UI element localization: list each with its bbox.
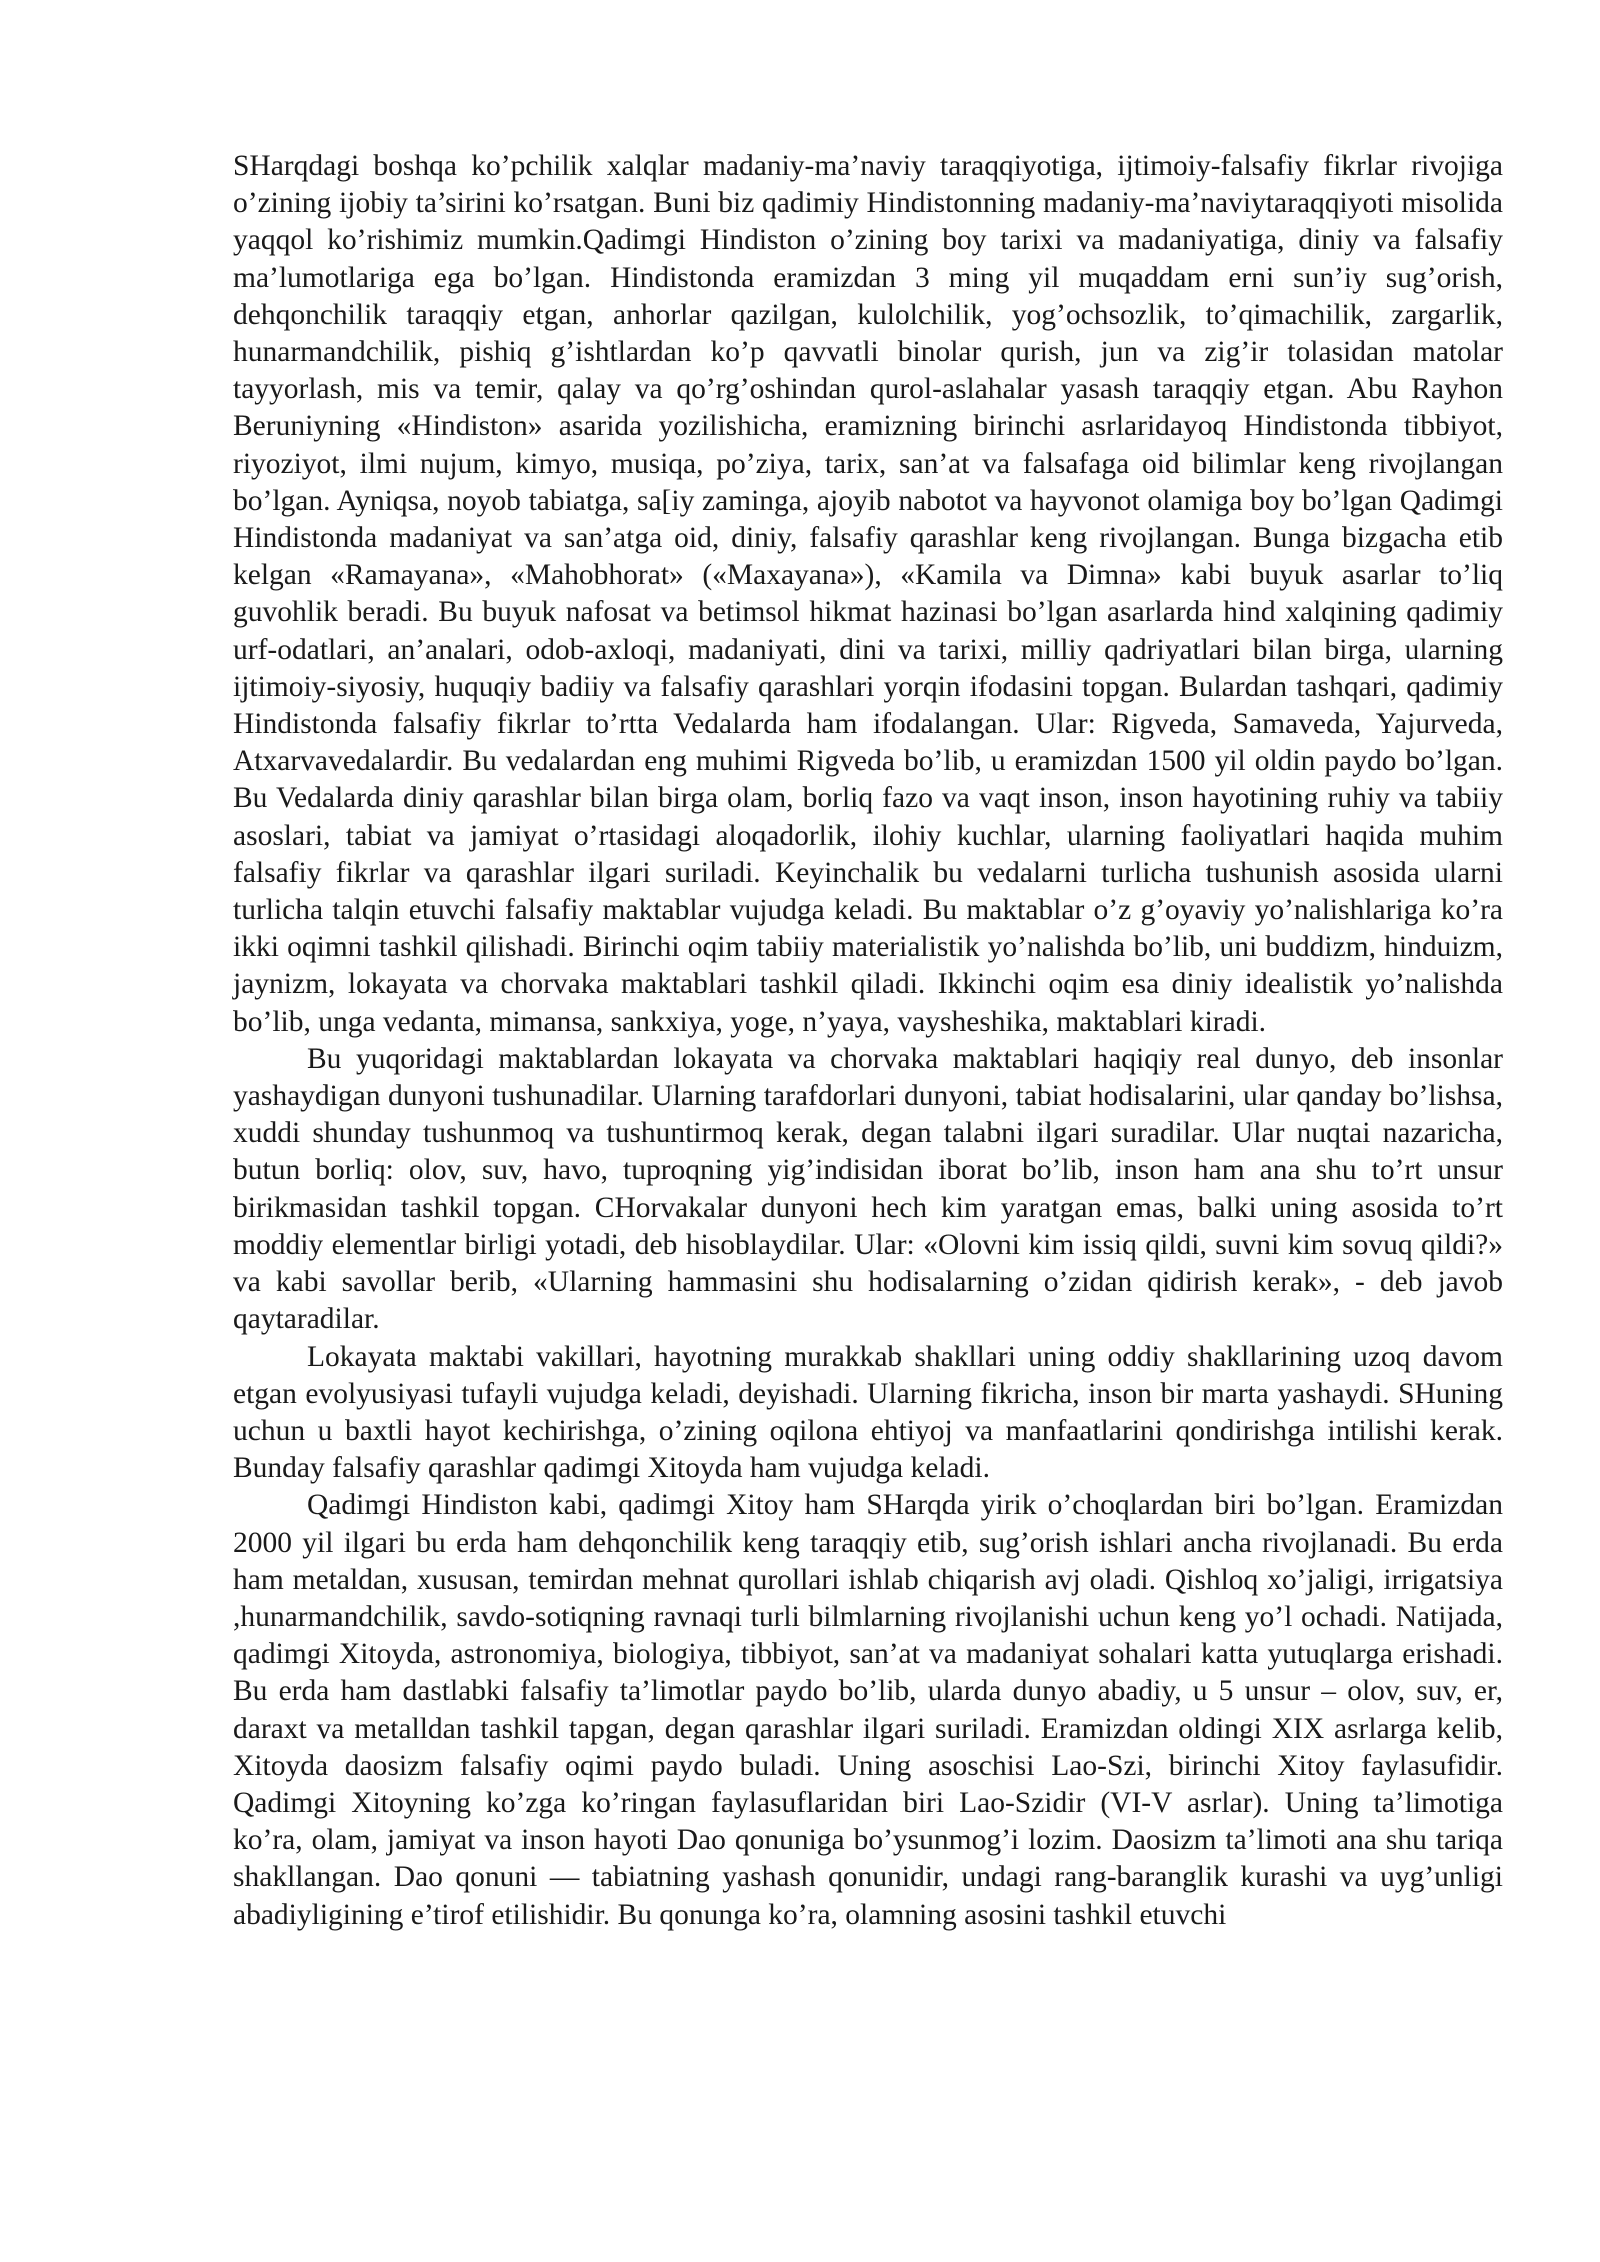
paragraph-2: Bu yuqoridagi maktablardan lokayata va chorvaka maktablari haqiqiy real dunyo, deb insonlar yashaydigan dunyoni tushunadilar. Ularning tarafdorlari dunyoni, tabiat hodisalarini, ular qanday bo’lishsa, xuddi shunday tushunmoq va tushuntirmoq kerak, degan talabni ilgari suradilar. Ular nuqtai nazaricha, butun borliq: olov, suv, havo, tuproqning yig’indisidan iborat bo’lib, inson ham ana shu to’rt unsur birikmasidan tashkil topgan. CHorvakalar dunyoni hech kim yaratgan emas, balki uning asosida to’rt moddiy elementlar birligi yotadi, deb hisoblaydilar. Ular: «Olovni kim issiq qildi, suvni kim sovuq qildi?» va kabi savollar berib, «Ularning hammasini shu hodisalarning o’zidan qidirish kerak», - deb javob qaytaradilar. (233, 1042, 1503, 1336)
paragraph-1: SHarqdagi boshqa ko’pchilik xalqlar madaniy-ma’naviy taraqqiyotiga, ijtimoiy-falsafiy fikrlar rivojiga o’zining ijobiy ta’sirini ko’rsatgan. Buni biz qadimiy Hindistonning madaniy-ma’naviytaraqqiyoti misolida yaqqol ko’rishimiz mumkin.Qadimgi Hindiston o’zining boy tarixi va madaniyatiga, diniy va falsafiy ma’lumotlariga ega bo’lgan. Hindistonda eramizdan 3 ming yil muqaddam erni sun’iy sug’orish, dehqonchilik taraqqiy etgan, anhorlar qazilgan, kulolchilik, yog’ochsozlik, to’qimachilik, zargarlik, hunarmandchilik, pishiq g’ishtlardan ko’p qavvatli binolar qurish, jun va zig’ir tolasidan matolar tayyorlash, mis va temir, qalay va qo’rg’oshindan qurol-aslahalar yasash taraqqiy etgan. Abu Rayhon Beruniyning «Hindiston» asarida yozilishicha, eramizning birinchi asrlaridayoq Hindistonda tibbiyot, riyoziyot, ilmi nujum, kimyo, musiqa, po’ziya, tarix, san’at va falsafaga oid bilimlar keng rivojlangan bo’lgan. Ayniqsa, noyob tabiatga, sa[iy zaminga, ajoyib nabotot va hayvonot olamiga boy bo’lgan Qadimgi Hindistonda madaniyat va san’atga oid, diniy, falsafiy qarashlar keng rivojlangan. Bunga bizgacha etib kelgan «Ramayana», «Mahobhorat» («Maxayana»), «Kamila va Dimna» kabi buyuk asarlar to’liq guvohlik beradi. Bu buyuk nafosat va betimsol hikmat hazinasi bo’lgan asarlarda hind xalqining qadimiy urf-odatlari, an’analari, odob-axloqi, madaniyati, dini va tarixi, milliy qadriyatlari bilan birga, ularning ijtimoiy-siyosiy, huquqiy badiiy va falsafiy qarashlari yorqin ifodasini topgan. Bulardan tashqari, qadimiy Hindistonda falsafiy fikrlar to’rtta Vedalarda ham ifodalangan. Ular: Rigveda, Samaveda, Yajurveda, Atxarvavedalardir. Bu vedalardan eng muhimi Rigveda bo’lib, u eramizdan 1500 yil oldin paydo bo’lgan. Bu Vedalarda diniy qarashlar bilan birga olam, borliq fazo va vaqt inson, inson hayotining ruhiy va tabiiy asoslari, tabiat va jamiyat o’rtasidagi aloqadorlik, ilohiy kuchlar, ularning faoliyatlari haqida muhim falsafiy fikrlar va qarashlar ilgari suriladi. Keyinchalik bu vedalarni turlicha tushunish asosida ularni turlicha talqin etuvchi falsafiy maktablar vujudga keladi. Bu maktablar o’z g’oyaviy yo’nalishlariga ko’ra ikki oqimni tashkil qilishadi. Birinchi oqim tabiiy materialistik yo’nalishda bo’lib, uni buddizm, hinduizm, jaynizm, lokayata va chorvaka maktablari tashkil qiladi. Ikkinchi oqim esa diniy idealistik yo’nalishda bo’lib, unga vedanta, mimansa, sankxiya, yoge, n’yaya, vaysheshika, maktablari kiradi. (233, 150, 1503, 1038)
paragraph-3: Lokayata maktabi vakillari, hayotning murakkab shakllari uning oddiy shakllarining uzoq davom etgan evolyusiyasi tufayli vujudga keladi, deyishadi. Ularning fikricha, inson bir marta yashaydi. SHuning uchun u baxtli hayot kechirishga, o’zining oqilona ehtiyoj va manfaatlarini qondirishga intilishi kerak. Bunday falsafiy qarashlar qadimgi Xitoyda ham vujudga keladi. (233, 1340, 1503, 1485)
paragraph-4: Qadimgi Hindiston kabi, qadimgi Xitoy ham SHarqda yirik o’choqlardan biri bo’lgan. Eramizdan 2000 yil ilgari bu erda ham dehqonchilik keng taraqqiy etib, sug’orish ishlari ancha rivojlanadi. Bu erda ham metaldan, xususan, temirdan mehnat qurollari ishlab chiqarish avj oladi. Qishloq xo’jaligi, irrigatsiya ,hunarmandchilik, savdo-sotiqning ravnaqi turli bilmlarning rivojlanishi uchun keng yo’l ochadi. Natijada, qadimgi Xitoyda, astronomiya, biologiya, tibbiyot, san’at va madaniyat sohalari katta yutuqlarga erishadi. Bu erda ham dastlabki falsafiy ta’limotlar paydo bo’lib, ularda dunyo abadiy, u 5 unsur – olov, suv, er, daraxt va metalldan tashkil tapgan, degan qarashlar ilgari suriladi. Eramizdan oldingi XIX asrlarga kelib, Xitoyda daosizm falsafiy oqimi paydo buladi. Uning asoschisi Lao-Szi, birinchi Xitoy faylasufidir. Qadimgi Xitoyning ko’zga ko’ringan faylasuflaridan biri Lao-Szidir (VI-V asrlar). Uning ta’limotiga ko’ra, olam, jamiyat va inson hayoti Dao qonuniga bo’ysunmog’i lozim. Daosizm ta’limoti ana shu tariqa shakllangan. Dao qonuni — tabiatning yashash qonunidir, undagi rang-baranglik kurashi va uyg’unligi abadiyligining e’tirof etilishidir. Bu qonunga ko’ra, olamning asosini tashkil etuvchi (233, 1489, 1503, 1931)
document-page (233, 148, 1503, 1934)
